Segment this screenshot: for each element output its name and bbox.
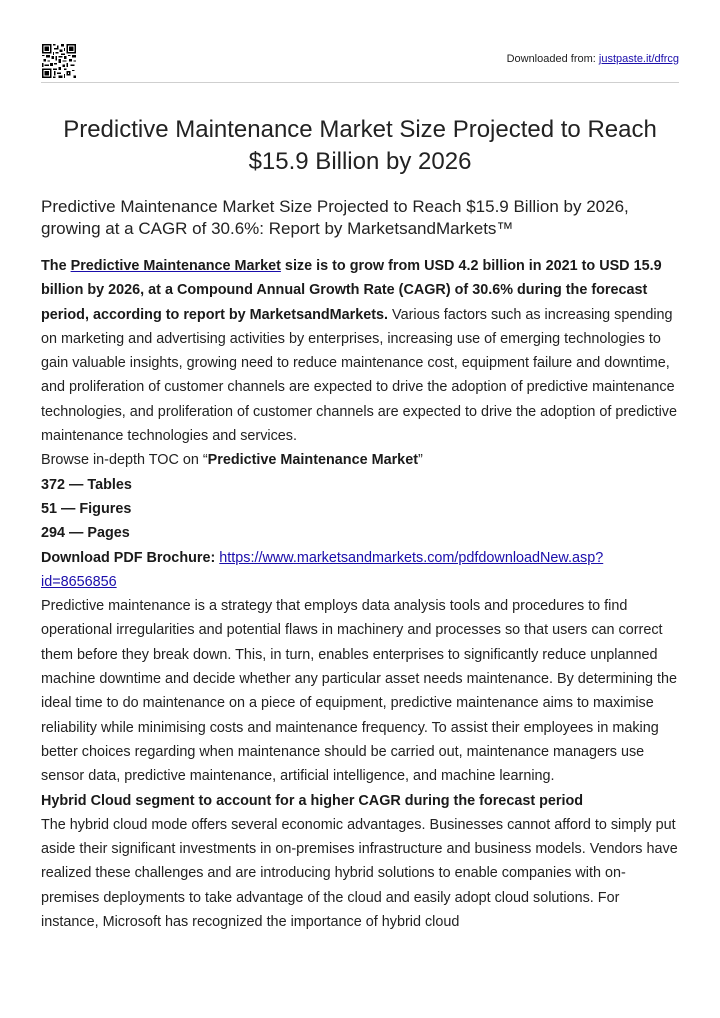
intro-text: Various factors such as increasing spending on marketing and advertising activities by enterprises, increasing use of emerging technologies to gain valuable insights, growing need to reduce maintenance cost, equipment failure and downtime, and proliferation of customer channels are expected to drive the adoption of predictive maintenance technologies, and proliferation of customer channels are expected to drive the adoption of predictive maintenance technologies and services.	[41, 306, 677, 445]
page-title: Predictive Maintenance Market Size Projected to Reach $15.9 Billion by 2026	[63, 116, 657, 175]
strategy-paragraph: Predictive maintenance is a strategy that employs data analysis tools and procedures to find operational irregularities and potential flaws in machinery and processes so that users can correct them before they break down. This, in turn, enables enterprises to significantly reduce unplanned machine downtime and decide whether any particular asset needs maintenance. By determining the ideal time to do maintenance on a piece of equipment, predictive maintenance aims to maximise reliability while minimising costs and maintenance frequency. To assist their employees in making better choices regarding when maintenance should be carried out, maintenance managers use sensor data, predictive maintenance, artificial intelligence, and machine learning.	[41, 598, 677, 785]
toc-market: Predictive Maintenance Market	[207, 452, 418, 469]
brochure-link-line1[interactable]: https://www.marketsandmarkets.com/pdfdownloadNew.asp?	[219, 549, 604, 566]
article-body	[41, 254, 680, 934]
header-divider	[41, 82, 679, 83]
brochure-line	[41, 546, 680, 595]
stat-pages	[41, 521, 680, 545]
stat-figures	[41, 497, 680, 521]
brochure-label: Download PDF Brochure:	[41, 549, 216, 566]
source-link[interactable]: justpaste.it/dfrcg	[598, 53, 679, 65]
downloaded-from	[507, 53, 679, 65]
qr-code-icon	[42, 44, 76, 78]
stat-tables-text: 372 — Tables	[41, 476, 132, 493]
toc-prefix: Browse in-depth TOC on “	[41, 452, 208, 469]
toc-line	[41, 448, 680, 472]
downloaded-from-label: Downloaded from:	[506, 53, 596, 65]
toc-suffix: ”	[417, 452, 423, 469]
intro-the: The	[41, 258, 71, 274]
hybrid-heading-text: Hybrid Cloud segment to account for a higher CAGR during the forecast period	[41, 792, 584, 809]
stat-tables	[41, 473, 680, 497]
stat-pages-text: 294 — Pages	[41, 525, 130, 542]
intro-paragraph	[41, 254, 680, 448]
stat-figures-text: 51 — Figures	[41, 500, 132, 517]
hybrid-paragraph: The hybrid cloud mode offers several economic advantages. Businesses cannot afford to simply put aside their significant investments in on-premises infrastructure and business models. Vendors have realized these challenges and are introducing hybrid solutions to enable companies with on-premises deployments to take advantage of the cloud and easily adopt cloud solutions. For instance, Microsoft has recognized the importance of hybrid cloud	[41, 816, 678, 931]
intro-bold-text: size is to grow from USD 4.2 billion in 2021 to USD 15.9 billion by 2026, at a Compound Annual Growth Rate (CAGR) of 30.6% during the forecast period, according to report by MarketsandMarkets.	[41, 258, 662, 323]
brochure-link-line2[interactable]: id=8656856	[41, 573, 117, 590]
market-link	[71, 258, 281, 274]
hybrid-heading	[41, 789, 680, 813]
market-link-text[interactable]: Predictive Maintenance Market	[70, 258, 281, 274]
page-subtitle: Predictive Maintenance Market Size Projected to Reach $15.9 Billion by 2026, growing at a CAGR of 30.6%: Report by MarketsandMarkets™	[41, 197, 629, 238]
